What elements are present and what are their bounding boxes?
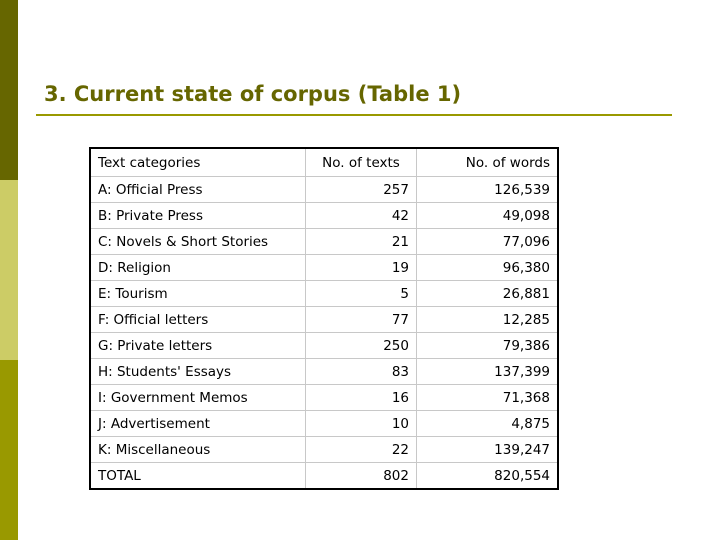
row-words: 4,875 (417, 411, 559, 437)
total-label: TOTAL (90, 463, 306, 490)
row-words: 139,247 (417, 437, 559, 463)
row-words: 12,285 (417, 307, 559, 333)
table-row (90, 411, 558, 437)
decorative-bar-bottom (0, 360, 18, 540)
table-row (90, 229, 558, 255)
row-texts: 5 (306, 281, 417, 307)
table-row (90, 177, 558, 203)
table-total-row (90, 463, 558, 490)
table-header-row (90, 148, 558, 177)
row-category: K: Miscellaneous (90, 437, 306, 463)
table-row (90, 359, 558, 385)
header-text-categories: Text categories (90, 148, 306, 177)
row-words: 126,539 (417, 177, 559, 203)
row-category: B: Private Press (90, 203, 306, 229)
corpus-table (89, 147, 559, 490)
row-words: 49,098 (417, 203, 559, 229)
row-texts: 21 (306, 229, 417, 255)
row-texts: 42 (306, 203, 417, 229)
decorative-bar-middle (0, 180, 18, 360)
row-category: I: Government Memos (90, 385, 306, 411)
table-row (90, 203, 558, 229)
header-no-of-words: No. of words (417, 148, 559, 177)
table-row (90, 281, 558, 307)
table-row (90, 333, 558, 359)
row-words: 26,881 (417, 281, 559, 307)
row-category: H: Students' Essays (90, 359, 306, 385)
total-texts: 802 (306, 463, 417, 490)
decorative-bar-top (0, 0, 18, 180)
table-row (90, 307, 558, 333)
header-no-of-texts: No. of texts (306, 148, 417, 177)
row-words: 96,380 (417, 255, 559, 281)
row-category: D: Religion (90, 255, 306, 281)
slide-title: 3. Current state of corpus (Table 1) (44, 82, 462, 106)
total-words: 820,554 (417, 463, 559, 490)
row-category: J: Advertisement (90, 411, 306, 437)
row-category: E: Tourism (90, 281, 306, 307)
row-category: C: Novels & Short Stories (90, 229, 306, 255)
row-category: A: Official Press (90, 177, 306, 203)
table-row (90, 385, 558, 411)
table-row (90, 255, 558, 281)
row-category: G: Private letters (90, 333, 306, 359)
row-texts: 77 (306, 307, 417, 333)
row-texts: 10 (306, 411, 417, 437)
row-category: F: Official letters (90, 307, 306, 333)
title-underline (36, 114, 672, 116)
row-words: 71,368 (417, 385, 559, 411)
row-words: 77,096 (417, 229, 559, 255)
table-row (90, 437, 558, 463)
row-texts: 83 (306, 359, 417, 385)
row-texts: 19 (306, 255, 417, 281)
row-texts: 16 (306, 385, 417, 411)
row-words: 79,386 (417, 333, 559, 359)
row-words: 137,399 (417, 359, 559, 385)
row-texts: 250 (306, 333, 417, 359)
row-texts: 22 (306, 437, 417, 463)
row-texts: 257 (306, 177, 417, 203)
